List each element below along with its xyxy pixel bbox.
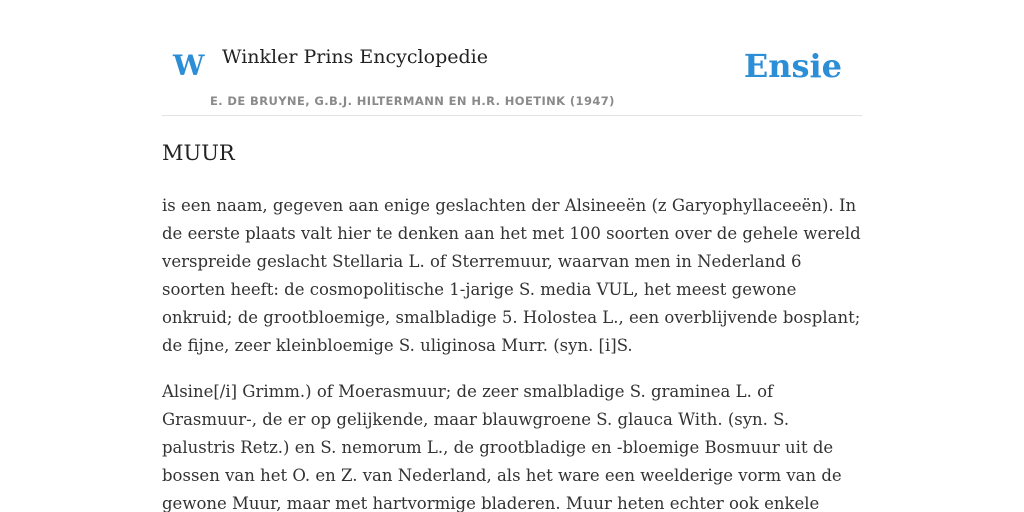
publication-title[interactable]: Winkler Prins Encyclopedie <box>222 46 488 68</box>
site-header <box>162 0 862 116</box>
entry-paragraph: Alsine[/i] Grimm.) of Moerasmuur; de zeer smalbladige S. graminea L. of Grasmuur-, de er op gelijkende, maar blauwgroene S. glauca With. (syn. S. palustris Retz.) en S. nemorum L., de grootbladige en -bloemige Bosmuur uit de bossen van het O. en Z. van Nederland, als het ware een weelderige vorm van de gewone Muur, maar met hartvormige bladeren. Muur heten echter ook enkele <box>162 382 842 512</box>
publication-authors: E. DE BRUYNE, G.B.J. HILTERMANN EN H.R. HOETINK (1947) <box>210 94 615 108</box>
entry-paragraph: is een naam, gegeven aan enige geslachten der Alsineeën (z Garyophyllaceeën). In de eerste plaats valt hier te denken aan het met 100 soorten over de gehele wereld verspreide geslacht Stellaria L. of Sterremuur, waarvan men in Nederland 6 soorten heeft: de cosmopolitische 1-jarige S. media VUL, het meest gewone onkruid; de grootbloemige, smalbladige 5. Holostea L., een overblijvende bosplant; de fijne, zeer kleinbloemige S. uliginosa Murr. (syn. [i]S. <box>162 196 861 355</box>
publication-logo[interactable]: W <box>173 49 205 82</box>
entry-title: MUUR <box>162 141 235 165</box>
entry-body <box>162 192 862 512</box>
brand-logo[interactable]: Ensie <box>743 47 842 85</box>
